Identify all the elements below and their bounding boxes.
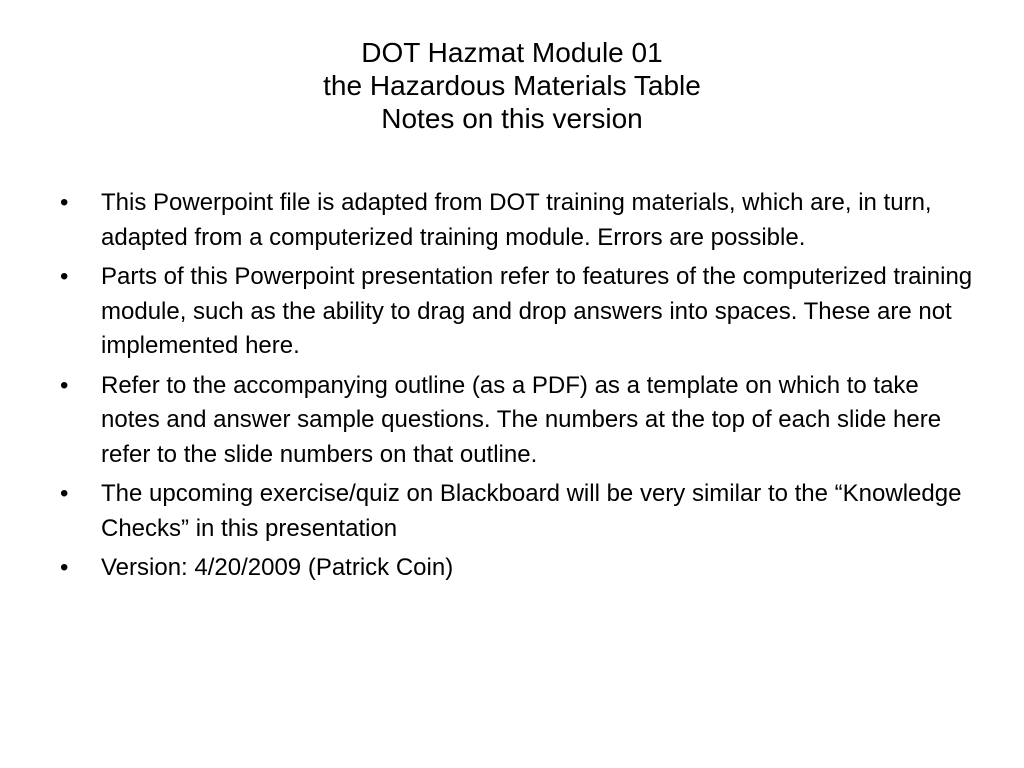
bullet-item xyxy=(56,186,976,255)
bullet-dot-icon: • xyxy=(60,189,69,216)
slide-title xyxy=(60,36,964,135)
bullet-text: This Powerpoint file is adapted from DOT training materials, which are, in turn, adapted from a computerized training module. Errors are possible. xyxy=(101,189,932,251)
bullet-text: The upcoming exercise/quiz on Blackboard will be very similar to the “Knowledge Checks” in this presentation xyxy=(101,480,962,542)
bullet-dot-icon: • xyxy=(60,554,69,581)
title-line-1: DOT Hazmat Module 01 xyxy=(361,37,663,68)
bullet-text: Refer to the accompanying outline (as a PDF) as a template on which to take notes and answer sample questions. The numbers at the top of each slide here refer to the slide numbers on that outline. xyxy=(101,371,942,468)
bullet-item xyxy=(56,477,976,546)
bullet-item xyxy=(56,551,976,586)
bullet-dot-icon: • xyxy=(60,480,69,507)
bullet-item xyxy=(56,260,976,364)
title-line-3: Notes on this version xyxy=(381,103,643,134)
bullet-text: Version: 4/20/2009 (Patrick Coin) xyxy=(101,554,454,581)
title-line-2: the Hazardous Materials Table xyxy=(323,70,701,101)
bullet-text: Parts of this Powerpoint presentation refer to features of the computerized training module, such as the ability to drag and drop answers into spaces. These are not implemented here. xyxy=(101,263,973,359)
bullet-list xyxy=(56,186,976,591)
bullet-item xyxy=(56,369,976,473)
bullet-dot-icon: • xyxy=(60,263,69,290)
bullet-dot-icon: • xyxy=(60,371,69,399)
